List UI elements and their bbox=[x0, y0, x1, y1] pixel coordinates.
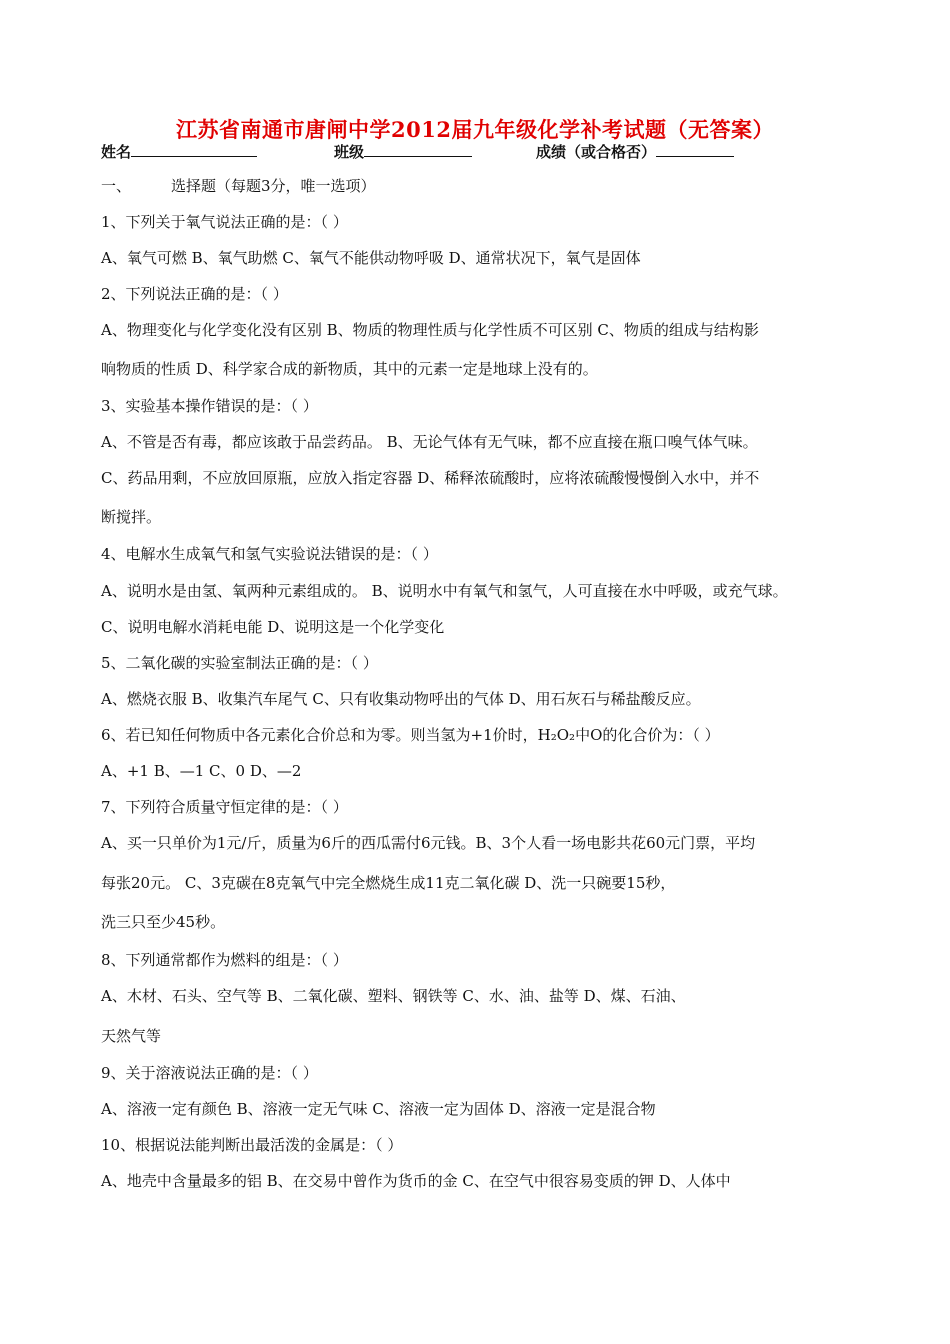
question-8: 8、下列通常都作为燃料的组是：（ ） bbox=[101, 951, 348, 969]
options-2-line-1: A、物理变化与化学变化没有区别 B、物质的物理性质与化学性质不可区别 C、物质的组成与结构影 bbox=[101, 321, 759, 339]
question-9: 9、关于溶液说法正确的是：（ ） bbox=[101, 1064, 318, 1082]
page-title: 江苏省南通市唐闸中学2012届九年级化学补考试题（无答案） bbox=[176, 117, 774, 142]
section-number: 一、 bbox=[101, 177, 132, 195]
options-10: A、地壳中含量最多的铝 B、在交易中曾作为货币的金 C、在空气中很容易变质的钾 D、人体中 bbox=[101, 1172, 731, 1190]
question-4: 4、电解水生成氧气和氢气实验说法错误的是：（ ） bbox=[101, 545, 438, 563]
options-7-line-3: 洗三只至少45秒。 bbox=[101, 913, 226, 931]
options-8-line-1: A、木材、石头、空气等 B、二氧化碳、塑料、钢铁等 C、水、油、盐等 D、煤、石油、 bbox=[101, 987, 686, 1005]
options-4-line-2: C、说明电解水消耗电能 D、说明这是一个化学变化 bbox=[101, 618, 445, 636]
options-6: A、+1 B、—1 C、0 D、—2 bbox=[101, 762, 302, 780]
class-field bbox=[334, 141, 472, 162]
options-3-line-3: 断搅拌。 bbox=[101, 508, 162, 526]
score-blank bbox=[656, 142, 734, 157]
score-label: 成绩（或合格否） bbox=[536, 143, 657, 161]
name-blank bbox=[131, 142, 257, 157]
name-label: 姓名 bbox=[101, 143, 132, 161]
question-6: 6、若已知任何物质中各元素化合价总和为零。则当氢为+1价时，H₂O₂中O的化合价为：（ ） bbox=[101, 726, 720, 744]
options-2-line-2: 响物质的性质 D、科学家合成的新物质，其中的元素一定是地球上没有的。 bbox=[101, 360, 598, 378]
options-7-line-2: 每张20元。 C、3克碳在8克氧气中完全燃烧生成11克二氧化碳 D、洗一只碗要15秒， bbox=[101, 874, 676, 892]
question-7: 7、下列符合质量守恒定律的是：（ ） bbox=[101, 798, 348, 816]
question-10: 10、根据说法能判断出最活泼的金属是：（ ） bbox=[101, 1136, 403, 1154]
class-label: 班级 bbox=[334, 143, 365, 161]
options-9: A、溶液一定有颜色 B、溶液一定无气味 C、溶液一定为固体 D、溶液一定是混合物 bbox=[101, 1100, 656, 1118]
section-text: 选择题（每题3分，唯一选项） bbox=[171, 177, 376, 195]
class-blank bbox=[364, 142, 472, 157]
options-1: A、氧气可燃 B、氧气助燃 C、氧气不能供动物呼吸 D、通常状况下，氧气是固体 bbox=[101, 249, 641, 267]
question-2: 2、下列说法正确的是：（ ） bbox=[101, 285, 288, 303]
options-8-line-2: 天然气等 bbox=[101, 1027, 162, 1045]
options-5: A、燃烧衣服 B、收集汽车尾气 C、只有收集动物呼出的气体 D、用石灰石与稀盐酸反应。 bbox=[101, 690, 701, 708]
question-3: 3、实验基本操作错误的是：（ ） bbox=[101, 397, 318, 415]
options-3-line-1: A、不管是否有毒，都应该敢于品尝药品。 B、无论气体有无气味，都不应直接在瓶口嗅气体气味。 bbox=[101, 433, 758, 451]
score-field bbox=[536, 141, 734, 162]
options-3-line-2: C、药品用剩，不应放回原瓶，应放入指定容器 D、稀释浓硫酸时，应将浓硫酸慢慢倒入水中，并不 bbox=[101, 469, 760, 487]
name-field bbox=[101, 141, 257, 162]
options-7-line-1: A、买一只单价为1元/斤，质量为6斤的西瓜需付6元钱。B、3个人看一场电影共花60元门票，平均 bbox=[101, 834, 756, 852]
options-4-line-1: A、说明水是由氢、氧两种元素组成的。 B、说明水中有氧气和氢气，人可直接在水中呼吸，或充气球。 bbox=[101, 582, 788, 600]
section-heading bbox=[101, 176, 376, 196]
question-1: 1、下列关于氧气说法正确的是：（ ） bbox=[101, 213, 348, 231]
question-5: 5、二氧化碳的实验室制法正确的是：（ ） bbox=[101, 654, 378, 672]
